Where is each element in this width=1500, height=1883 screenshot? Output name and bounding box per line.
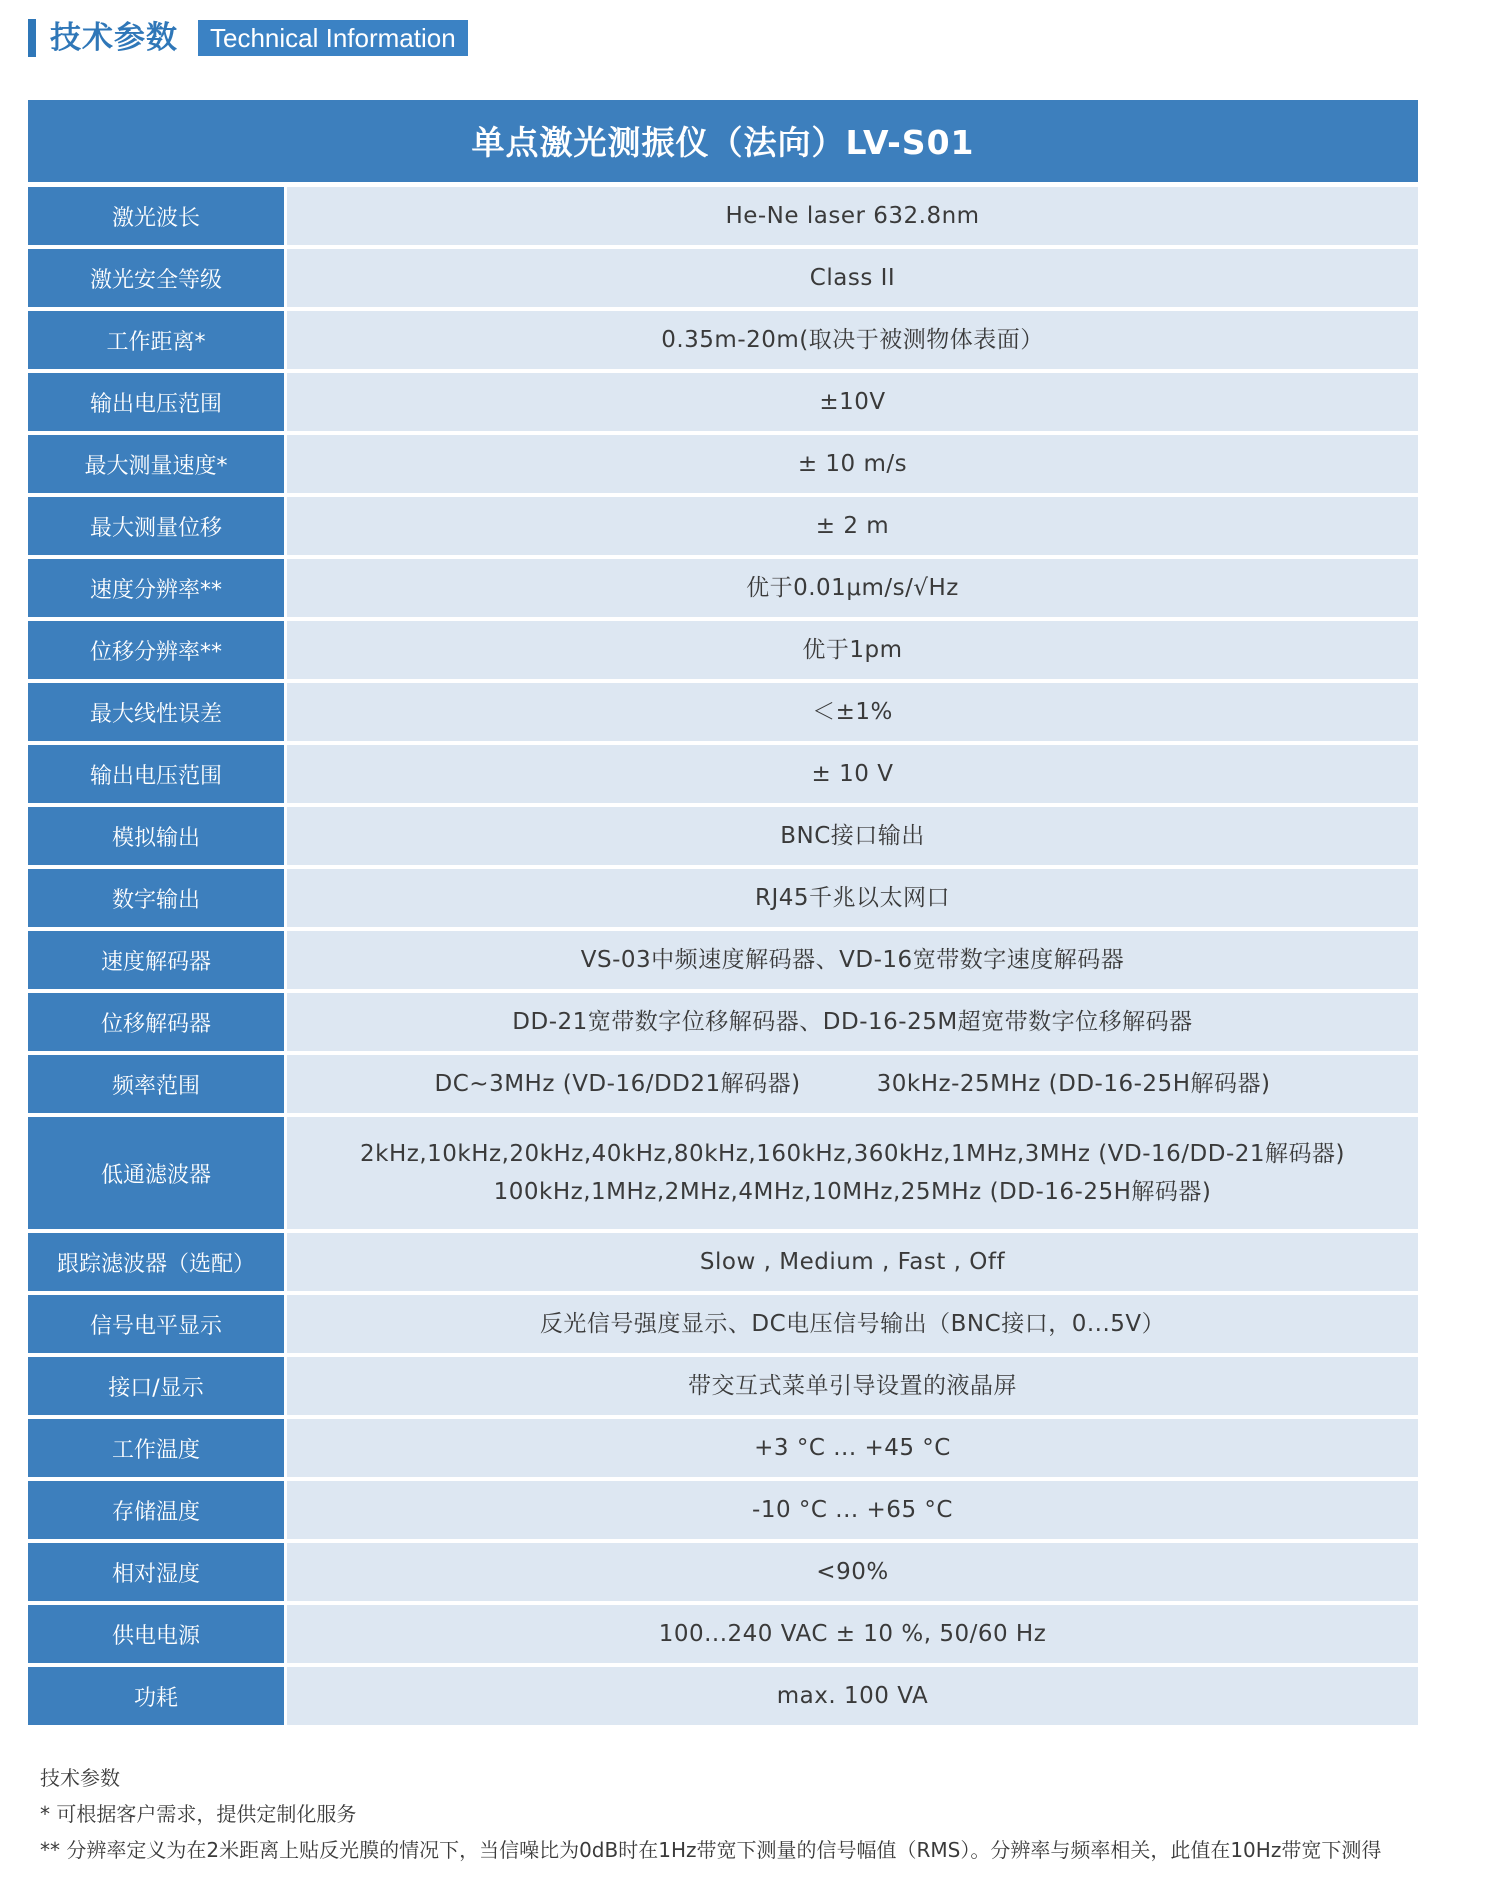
value-text: Class II <box>809 265 896 291</box>
table-row <box>28 249 1418 307</box>
table-row <box>28 497 1418 555</box>
row-value <box>287 869 1418 927</box>
table-row <box>28 187 1418 245</box>
notes-heading: 技术参数 <box>40 1766 120 1790</box>
row-value <box>287 559 1418 617</box>
row-value <box>287 435 1418 493</box>
section-header <box>28 18 468 58</box>
row-value <box>287 1357 1418 1415</box>
value-text: ± 10 m/s <box>797 451 908 477</box>
value-text: ＜±1% <box>812 699 893 725</box>
row-value <box>287 249 1418 307</box>
table-row <box>28 621 1418 679</box>
row-value <box>287 807 1418 865</box>
table-title: 单点激光测振仪（法向）LV-S01 <box>28 100 1418 182</box>
value-text: ±10V <box>819 389 886 415</box>
row-label: 位移解码器 <box>28 993 284 1051</box>
section-title-english: Technical Information <box>198 20 468 56</box>
value-text: 优于0.01μm/s/√Hz <box>746 575 959 601</box>
table-row <box>28 683 1418 741</box>
table-row <box>28 1233 1418 1291</box>
row-value <box>287 1117 1418 1229</box>
row-value <box>287 497 1418 555</box>
row-value <box>287 373 1418 431</box>
row-value <box>287 1605 1418 1663</box>
table-row <box>28 931 1418 989</box>
table-row <box>28 869 1418 927</box>
row-label: 存储温度 <box>28 1481 284 1539</box>
row-label: 频率范围 <box>28 1055 284 1113</box>
row-value <box>287 745 1418 803</box>
value-text: 反光信号强度显示、DC电压信号输出（BNC接口，0...5V） <box>539 1311 1166 1337</box>
value-text: RJ45千兆以太网口 <box>754 885 951 911</box>
table-row <box>28 993 1418 1051</box>
row-label: 激光波长 <box>28 187 284 245</box>
table-row <box>28 807 1418 865</box>
row-label: 激光安全等级 <box>28 249 284 307</box>
value-text: VS-03中频速度解码器、VD-16宽带数字速度解码器 <box>580 947 1125 973</box>
value-dual <box>435 1065 1271 1103</box>
row-label: 功耗 <box>28 1667 284 1725</box>
row-label: 信号电平显示 <box>28 1295 284 1353</box>
section-title: 技术参数 <box>50 20 178 56</box>
row-label: 工作温度 <box>28 1419 284 1477</box>
value-text: max. 100 VA <box>776 1683 929 1709</box>
row-value <box>287 1233 1418 1291</box>
table-row <box>28 1295 1418 1353</box>
row-label: 模拟输出 <box>28 807 284 865</box>
row-label: 最大线性误差 <box>28 683 284 741</box>
row-value <box>287 1419 1418 1477</box>
value-text: Slow , Medium , Fast , Off <box>699 1249 1006 1275</box>
table-row <box>28 1055 1418 1113</box>
row-label: 最大测量速度* <box>28 435 284 493</box>
value-text: <90% <box>816 1559 889 1585</box>
table-row <box>28 311 1418 369</box>
value-text: ± 10 V <box>811 761 894 787</box>
row-label: 最大测量位移 <box>28 497 284 555</box>
value-text: BNC接口输出 <box>780 823 925 849</box>
row-label: 低通滤波器 <box>28 1117 284 1229</box>
value-text: 带交互式菜单引导设置的液晶屏 <box>688 1373 1017 1399</box>
row-label: 输出电压范围 <box>28 373 284 431</box>
table-row <box>28 745 1418 803</box>
row-label: 速度解码器 <box>28 931 284 989</box>
value-text: 100...240 VAC ± 10 %, 50/60 Hz <box>658 1621 1047 1647</box>
row-label: 数字输出 <box>28 869 284 927</box>
footnote-1: * 可根据客户需求，提供定制化服务 <box>40 1802 357 1826</box>
spec-table <box>28 100 1418 1729</box>
row-label: 位移分辨率** <box>28 621 284 679</box>
footnote-2: ** 分辨率定义为在2米距离上贴反光膜的情况下，当信噪比为0dB时在1Hz带宽下测量的信号幅值（RMS）。分辨率与频率相关，此值在10Hz带宽下测得 <box>40 1838 1382 1862</box>
value-text-b: 30kHz-25MHz (DD-16-25H解码器) <box>876 1071 1271 1097</box>
value-text-line1: 2kHz,10kHz,20kHz,40kHz,80kHz,160kHz,360kHz,1MHz,3MHz (VD-16/DD-21解码器) <box>360 1141 1345 1167</box>
value-text: -10 °C ... +65 °C <box>752 1497 953 1523</box>
row-value <box>287 931 1418 989</box>
table-row <box>28 1357 1418 1415</box>
value-text-line2: 100kHz,1MHz,2MHz,4MHz,10MHz,25MHz (DD-16-25H解码器) <box>493 1179 1212 1205</box>
table-row <box>28 1667 1418 1725</box>
row-value <box>287 1481 1418 1539</box>
value-text: 优于1pm <box>802 637 903 663</box>
row-value <box>287 1667 1418 1725</box>
value-text: DD-21宽带数字位移解码器、DD-16-25M超宽带数字位移解码器 <box>512 1009 1193 1035</box>
row-label: 速度分辨率** <box>28 559 284 617</box>
row-value <box>287 1295 1418 1353</box>
table-row <box>28 1419 1418 1477</box>
row-value <box>287 1055 1418 1113</box>
row-value <box>287 311 1418 369</box>
value-text-a: DC~3MHz (VD-16/DD21解码器) <box>434 1071 801 1097</box>
row-value <box>287 683 1418 741</box>
row-label: 接口/显示 <box>28 1357 284 1415</box>
row-label: 输出电压范围 <box>28 745 284 803</box>
header-accent-bar <box>28 19 36 57</box>
row-value <box>287 1543 1418 1601</box>
value-text: 0.35m-20m(取决于被测物体表面） <box>661 327 1044 353</box>
row-value <box>287 993 1418 1051</box>
footnotes <box>40 1760 1381 1868</box>
table-row <box>28 373 1418 431</box>
table-row <box>28 559 1418 617</box>
table-row <box>28 1543 1418 1601</box>
value-text: ± 2 m <box>815 513 890 539</box>
table-row <box>28 1481 1418 1539</box>
value-text: +3 °C ... +45 °C <box>754 1435 951 1461</box>
row-value <box>287 187 1418 245</box>
row-value <box>287 621 1418 679</box>
row-label: 相对湿度 <box>28 1543 284 1601</box>
row-label: 跟踪滤波器（选配） <box>28 1233 284 1291</box>
row-label: 工作距离* <box>28 311 284 369</box>
table-row <box>28 1605 1418 1663</box>
row-label: 供电电源 <box>28 1605 284 1663</box>
table-row <box>28 1117 1418 1229</box>
value-text: He-Ne laser 632.8nm <box>725 203 980 229</box>
table-row <box>28 435 1418 493</box>
